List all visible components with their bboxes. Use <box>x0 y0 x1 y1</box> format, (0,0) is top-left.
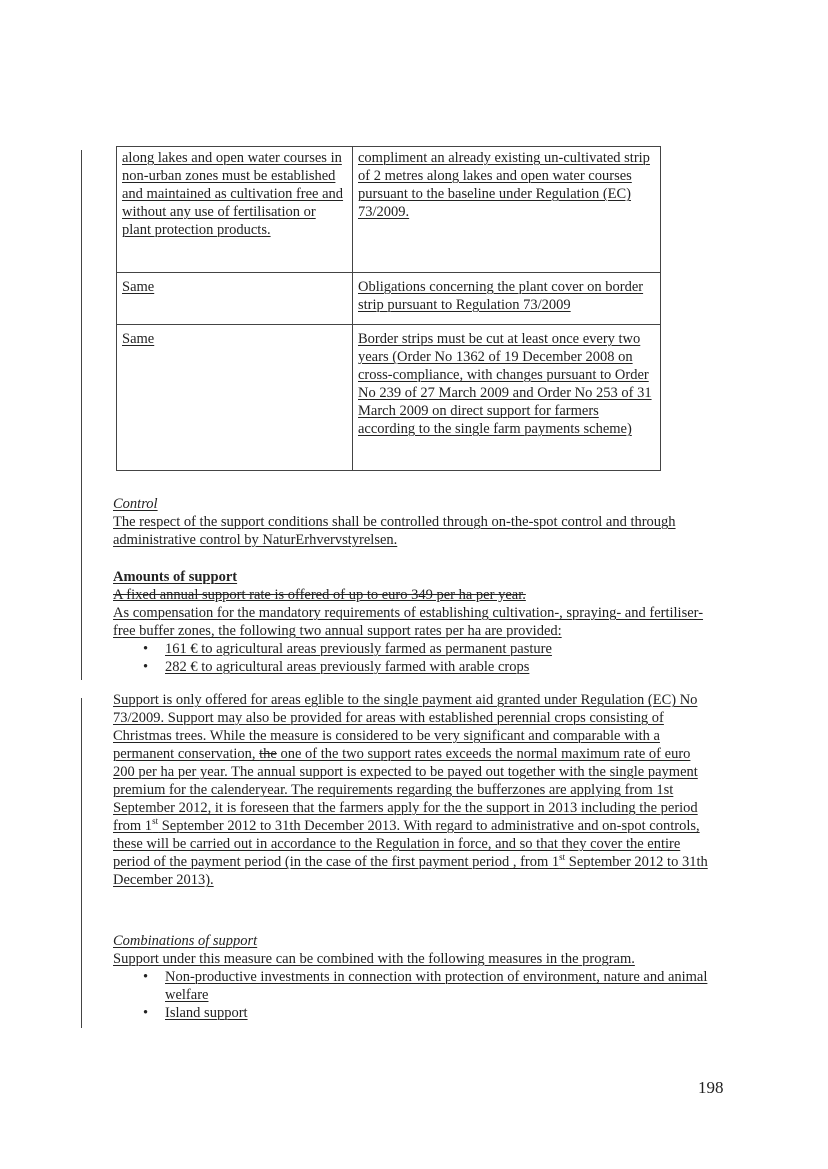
table-row <box>117 273 661 325</box>
margin-change-bar-top <box>81 150 82 680</box>
bullet-icon: • <box>143 659 149 675</box>
table-cell-baseline: Obligations concerning the plant cover on border strip pursuant to Regulation 73/2009 <box>353 273 661 325</box>
table-cell-requirement: along lakes and open water courses in non-urban zones must be established and maintained as cultivation free and without any use of fertilisation or plant protection products. <box>117 147 353 273</box>
table-cell-requirement: Same <box>117 325 353 471</box>
amounts-section <box>113 568 713 676</box>
list-item: • 282 € to agricultural areas previously farmed with arable crops <box>143 659 530 675</box>
bullet-icon: • <box>143 1005 149 1021</box>
list-item: • 161 € to agricultural areas previously farmed as permanent pasture <box>143 641 552 657</box>
bullet-icon: • <box>143 969 149 985</box>
combinations-section <box>113 932 713 1022</box>
deleted-word: the <box>259 746 277 762</box>
support-paragraph: Support is only offered for areas eglible to the single payment aid granted under Regulation (EC) No 73/2009. Support may also be provided for areas with established perennial crops consisting of Christmas trees. While the measure is considered to be very significant and comparable with a permanent conservation, the one of the two support rates exceeds the normal maximum rate of euro 200 per ha per year. The annual support is expected to be payed out together with the single payment premium for the calenderyear. The requirements regarding the bufferzones are applying from 1st September 2012, it is foreseen that the farmers apply for the the support in 2013 including the period from 1st September 2012 to 31th December 2013. With regard to administrative and on-spot controls, these will be carried out in accordance to the Regulation in force, and so that they cover the entire period of the payment period (in the case of the first payment period , from 1st September 2012 to 31th December 2013). <box>113 692 708 888</box>
table-row <box>117 325 661 471</box>
amounts-intro: As compensation for the mandatory requirements of establishing cultivation-, spraying- and fertiliser-free buffer zones, the following two annual support rates per ha are provided: <box>113 605 704 639</box>
amounts-list <box>113 640 713 676</box>
list-item: • Non-productive investments in connection with protection of environment, nature and animal welfare <box>143 969 708 1003</box>
table-cell-baseline: Border strips must be cut at least once every two years (Order No 1362 of 19 December 2008 on cross-compliance, with changes pursuant to Order No 239 of 27 March 2009 and Order No 253 of 31 March 2009 on direct support for farmers according to the single farm payments scheme) <box>353 325 661 471</box>
control-section <box>113 495 713 549</box>
amounts-heading: Amounts of support <box>113 569 238 585</box>
requirements-table <box>116 146 661 471</box>
control-text: The respect of the support conditions shall be controlled through on-the-spot control and through administrative control by NaturErhvervstyrelsen. <box>113 514 676 548</box>
amounts-deleted-text: A fixed annual support rate is offered of up to euro 349 per ha per year. <box>113 587 526 603</box>
table-cell-baseline: compliment an already existing un-cultivated strip of 2 metres along lakes and open water courses pursuant to the baseline under Regulation (EC) 73/2009. <box>353 147 661 273</box>
combinations-intro: Support under this measure can be combined with the following measures in the program. <box>113 951 635 967</box>
page-number: 198 <box>698 1078 724 1097</box>
combinations-list <box>113 968 713 1022</box>
list-item: • Island support <box>143 1005 248 1021</box>
margin-change-bar-bottom <box>81 698 82 1028</box>
table-row <box>117 147 661 273</box>
control-heading: Control <box>113 496 158 512</box>
bullet-icon: • <box>143 641 149 657</box>
combinations-heading: Combinations of support <box>113 933 258 949</box>
table-cell-requirement: Same <box>117 273 353 325</box>
